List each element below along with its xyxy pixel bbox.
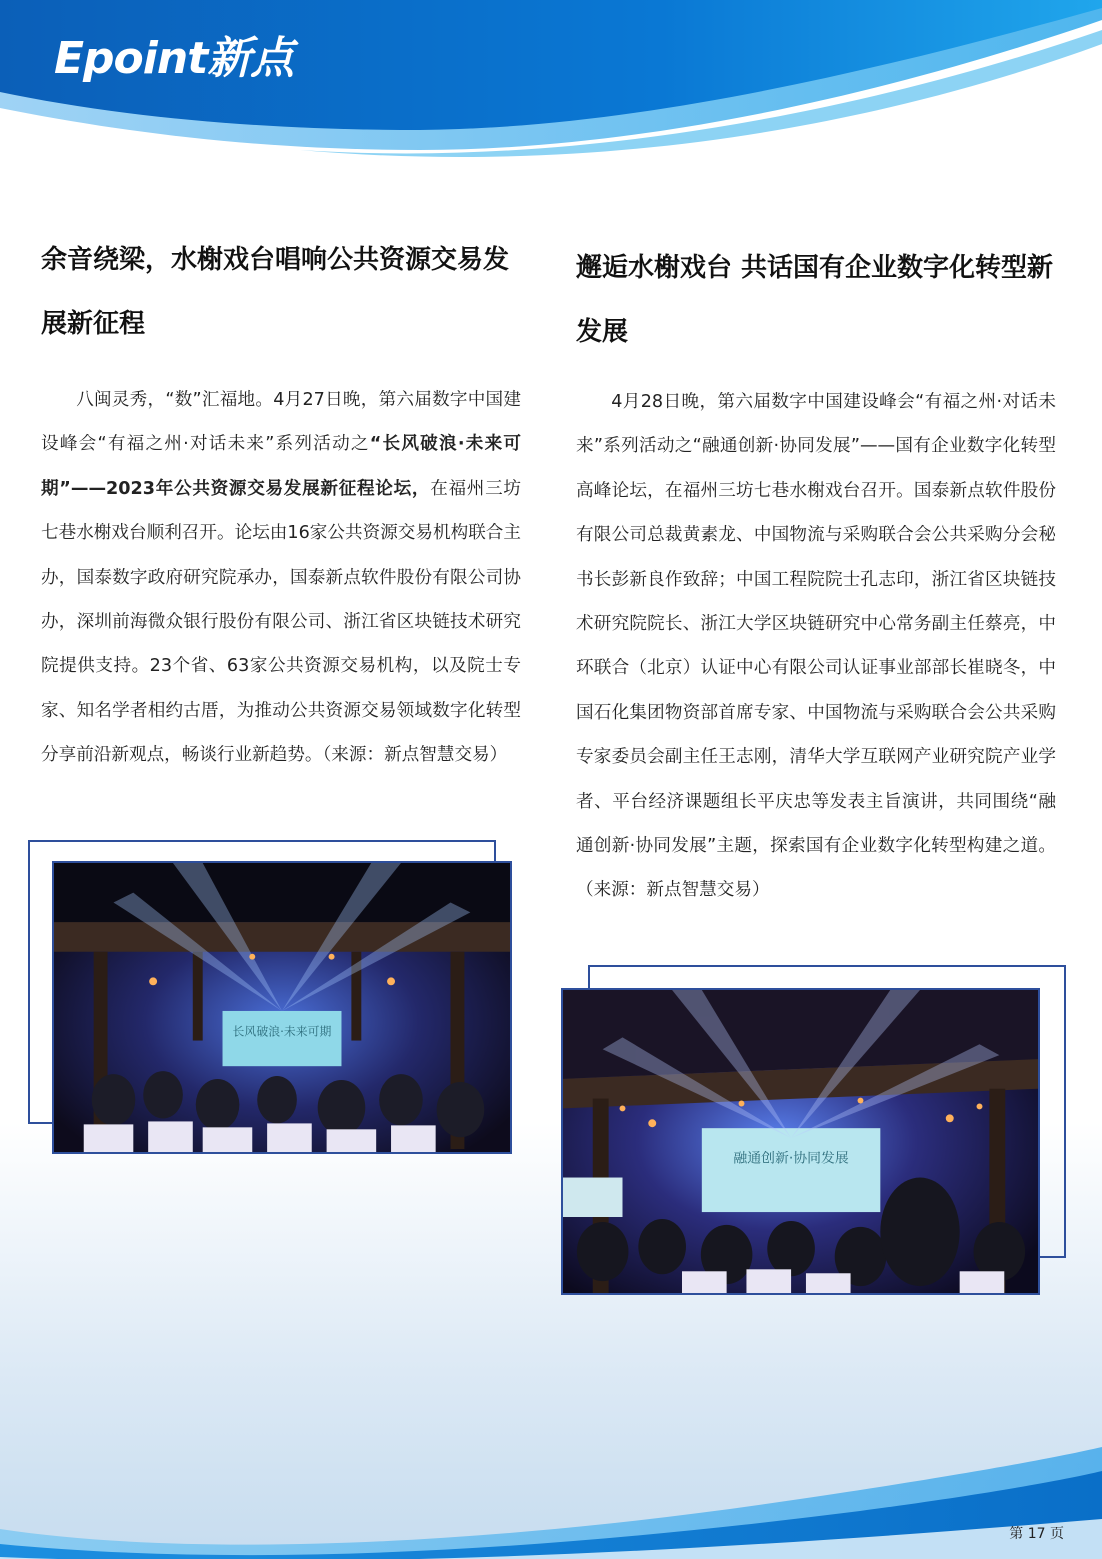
right-event-photo [561, 988, 1040, 1295]
left-article [41, 228, 521, 778]
page-number: 第 17 页 [1009, 1526, 1064, 1542]
left-photo-banner-text: 长风破浪·未来可期 [232, 1024, 332, 1039]
right-photo-banner-text: 融通创新·协同发展 [733, 1150, 849, 1167]
left-article-body: 八闽灵秀，“数”汇福地。4月27日晚，第六届数字中国建设峰会“有福之州·对话未来”系列活动之“长风破浪·未来可期”——2023年公共资源交易发展新征程论坛，在福州三坊七巷水榭戏台顺利召开。论坛由16家公共资源交易机构联合主办，国泰数字政府研究院承办，国泰新点软件股份有限公司协办，深圳前海微众银行股份有限公司、浙江省区块链技术研究院提供支持。23个省、63家公共资源交易机构，以及院士专家、知名学者相约古厝，为推动公共资源交易领域数字化转型分享前沿新观点，畅谈行业新趋势。（来源：新点智慧交易） [41, 390, 521, 766]
right-article-body: 4月28日晚，第六届数字中国建设峰会“有福之州·对话未来”系列活动之“融通创新·协同发展”——国有企业数字化转型高峰论坛，在福州三坊七巷水榭戏台召开。国泰新点软件股份有限公司总裁黄素龙、中国物流与采购联合会公共采购分会秘书长彭新良作致辞；中国工程院院士孔志印，浙江省区块链技术研究院院长、浙江大学区块链研究中心常务副主任蔡亮，中环联合（北京）认证中心有限公司认证事业部部长崔晓冬，中国石化集团物资部首席专家、中国物流与采购联合会公共采购专家委员会副主任王志刚，清华大学互联网产业研究院产业学者、平台经济课题组长平庆忠等发表主旨演讲，共同围绕“融通创新·协同发展”主题，探索国有企业数字化转型构建之道。（来源：新点智慧交易） [576, 392, 1056, 901]
left-article-title: 余音绕梁，水榭戏台唱响公共资源交易发展新征程 [41, 245, 510, 339]
footer-wave [0, 1419, 1102, 1559]
brand-logo: Epoint新点 [54, 33, 294, 84]
left-article-body-bold: “长风破浪·未来可期”——2023年公共资源交易发展新征程论坛， [41, 434, 521, 499]
right-article-title: 邂逅水榭戏台 共话国有企业数字化转型新发展 [576, 253, 1054, 347]
left-event-photo [52, 861, 512, 1154]
right-article [576, 236, 1056, 913]
